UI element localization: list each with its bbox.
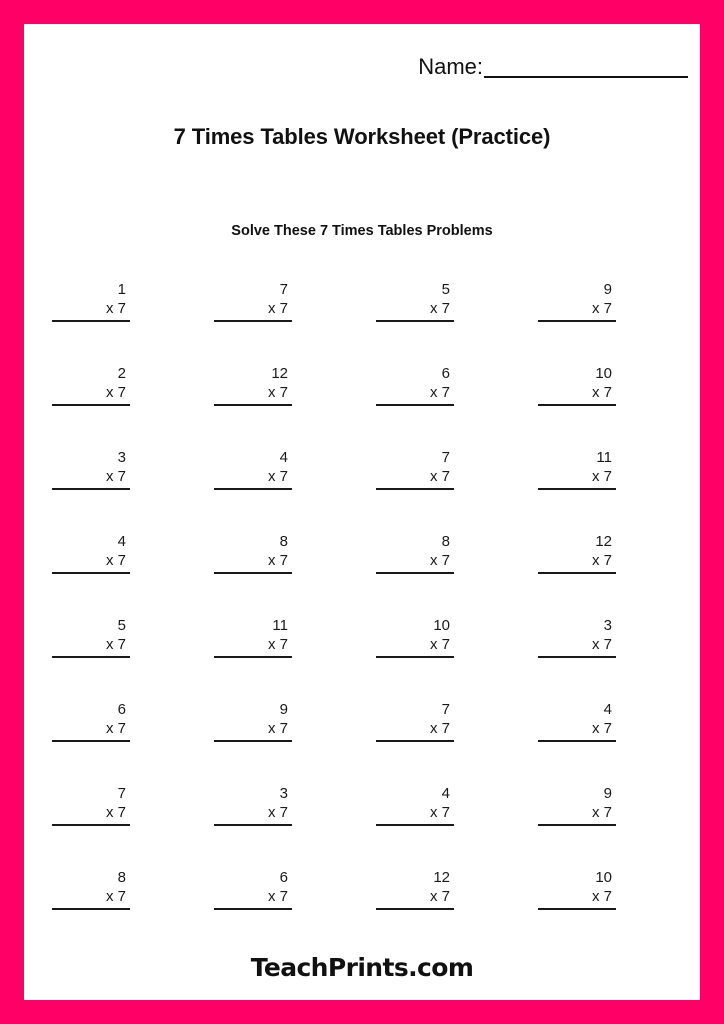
problem-multiplicand: 6 (117, 701, 126, 718)
problem-multiplicand: 8 (441, 533, 450, 550)
problem-cell[interactable] (362, 282, 524, 366)
problem-multiplicand: 4 (117, 533, 126, 550)
problem-multiplier: x 7 (214, 805, 292, 826)
problem-multiplier: x 7 (538, 469, 616, 490)
problem-multiplier: x 7 (214, 721, 292, 742)
problem-multiplicand: 11 (272, 617, 288, 634)
problem-stack (538, 786, 616, 826)
problem-multiplicand: 8 (117, 869, 126, 886)
problem-multiplier: x 7 (52, 385, 130, 406)
problem-row (38, 618, 686, 702)
problem-cell[interactable] (200, 282, 362, 366)
problem-cell[interactable] (200, 618, 362, 702)
problem-cell[interactable] (524, 702, 686, 786)
problem-multiplicand: 4 (603, 701, 612, 718)
problem-cell[interactable] (524, 450, 686, 534)
name-field[interactable] (418, 56, 688, 78)
problem-multiplicand: 11 (596, 449, 612, 466)
problem-stack (52, 618, 130, 658)
problem-stack (214, 534, 292, 574)
problem-multiplier: x 7 (214, 889, 292, 910)
problem-stack (538, 702, 616, 742)
problem-multiplier: x 7 (376, 553, 454, 574)
problem-cell[interactable] (362, 870, 524, 954)
problem-multiplicand: 1 (117, 281, 126, 298)
problem-cell[interactable] (200, 366, 362, 450)
problem-stack (52, 870, 130, 910)
problem-multiplicand: 6 (279, 869, 288, 886)
problem-cell[interactable] (38, 534, 200, 618)
problem-multiplier: x 7 (214, 385, 292, 406)
problem-multiplicand: 5 (117, 617, 126, 634)
problem-cell[interactable] (362, 618, 524, 702)
problem-cell[interactable] (362, 534, 524, 618)
problem-cell[interactable] (38, 702, 200, 786)
problem-multiplicand: 12 (433, 869, 450, 886)
worksheet-sheet (20, 20, 704, 1004)
problem-multiplier: x 7 (538, 637, 616, 658)
problem-multiplier: x 7 (52, 889, 130, 910)
problem-multiplier: x 7 (538, 889, 616, 910)
problem-multiplier: x 7 (538, 385, 616, 406)
problem-cell[interactable] (38, 450, 200, 534)
problem-multiplier: x 7 (376, 805, 454, 826)
problem-multiplier: x 7 (376, 721, 454, 742)
problem-multiplier: x 7 (52, 301, 130, 322)
problem-multiplicand: 12 (595, 533, 612, 550)
problem-stack (52, 702, 130, 742)
problem-stack (214, 450, 292, 490)
problem-multiplicand: 3 (117, 449, 126, 466)
page-title: 7 Times Tables Worksheet (Practice) (173, 124, 551, 149)
problem-row (38, 870, 686, 954)
problem-stack (52, 534, 130, 574)
problem-multiplier: x 7 (214, 553, 292, 574)
footer-brand: TeachPrints.com (250, 953, 474, 982)
problem-multiplier: x 7 (52, 721, 130, 742)
problem-cell[interactable] (524, 366, 686, 450)
problem-multiplicand: 9 (603, 281, 612, 298)
problem-row (38, 786, 686, 870)
problem-stack (538, 534, 616, 574)
problem-stack (538, 366, 616, 406)
problem-stack (214, 618, 292, 658)
problem-multiplicand: 4 (279, 449, 288, 466)
problem-cell[interactable] (38, 786, 200, 870)
problem-cell[interactable] (38, 282, 200, 366)
problem-multiplicand: 3 (603, 617, 612, 634)
problem-stack (52, 786, 130, 826)
problem-multiplier: x 7 (376, 889, 454, 910)
problem-stack (538, 282, 616, 322)
problem-multiplier: x 7 (376, 301, 454, 322)
problem-cell[interactable] (200, 870, 362, 954)
problem-multiplicand: 7 (117, 785, 126, 802)
problem-multiplier: x 7 (52, 637, 130, 658)
problem-stack (538, 870, 616, 910)
problem-stack (376, 534, 454, 574)
name-field-blank[interactable] (484, 59, 688, 78)
problem-multiplier: x 7 (52, 469, 130, 490)
problem-row (38, 534, 686, 618)
problem-multiplier: x 7 (52, 553, 130, 574)
problem-multiplier: x 7 (376, 469, 454, 490)
problem-cell[interactable] (524, 618, 686, 702)
problem-cell[interactable] (524, 282, 686, 366)
problem-stack (376, 282, 454, 322)
problem-cell[interactable] (362, 366, 524, 450)
problem-cell[interactable] (362, 786, 524, 870)
problem-stack (52, 282, 130, 322)
problem-multiplicand: 3 (279, 785, 288, 802)
problem-stack (214, 366, 292, 406)
problem-multiplier: x 7 (538, 301, 616, 322)
problem-multiplier: x 7 (538, 553, 616, 574)
problem-multiplicand: 9 (279, 701, 288, 718)
problem-multiplier: x 7 (214, 637, 292, 658)
problem-stack (52, 366, 130, 406)
problem-multiplier: x 7 (376, 385, 454, 406)
problem-cell[interactable] (38, 870, 200, 954)
problem-grid (38, 282, 686, 954)
instructions-heading: Solve These 7 Times Tables Problems (231, 223, 493, 239)
problem-row (38, 450, 686, 534)
problem-stack (376, 702, 454, 742)
problem-multiplier: x 7 (376, 637, 454, 658)
problem-cell[interactable] (200, 534, 362, 618)
problem-multiplicand: 6 (441, 365, 450, 382)
problem-stack (214, 786, 292, 826)
problem-cell[interactable] (38, 366, 200, 450)
problem-multiplicand: 7 (441, 701, 450, 718)
problem-multiplicand: 8 (279, 533, 288, 550)
problem-multiplier: x 7 (52, 805, 130, 826)
problem-multiplicand: 10 (433, 617, 450, 634)
problem-stack (376, 618, 454, 658)
problem-stack (376, 786, 454, 826)
problem-cell[interactable] (524, 534, 686, 618)
problem-multiplicand: 12 (271, 365, 288, 382)
problem-stack (376, 366, 454, 406)
problem-stack (214, 702, 292, 742)
problem-cell[interactable] (200, 450, 362, 534)
problem-cell[interactable] (362, 450, 524, 534)
problem-multiplicand: 7 (441, 449, 450, 466)
problem-cell[interactable] (38, 618, 200, 702)
problem-row (38, 282, 686, 366)
name-field-label: Name: (418, 54, 483, 79)
problem-stack (376, 450, 454, 490)
problem-cell[interactable] (524, 786, 686, 870)
problem-multiplier: x 7 (538, 805, 616, 826)
problem-row (38, 366, 686, 450)
problem-stack (538, 450, 616, 490)
problem-multiplicand: 7 (279, 281, 288, 298)
problem-stack (52, 450, 130, 490)
problem-stack (214, 282, 292, 322)
problem-cell[interactable] (200, 702, 362, 786)
problem-multiplier: x 7 (538, 721, 616, 742)
problem-cell[interactable] (362, 702, 524, 786)
problem-multiplier: x 7 (214, 301, 292, 322)
problem-row (38, 702, 686, 786)
problem-cell[interactable] (524, 870, 686, 954)
problem-multiplicand: 4 (441, 785, 450, 802)
problem-multiplicand: 2 (117, 365, 126, 382)
problem-multiplicand: 10 (595, 869, 612, 886)
problem-multiplicand: 9 (603, 785, 612, 802)
problem-cell[interactable] (200, 786, 362, 870)
problem-stack (376, 870, 454, 910)
problem-multiplicand: 10 (595, 365, 612, 382)
problem-stack (214, 870, 292, 910)
problem-stack (538, 618, 616, 658)
problem-multiplier: x 7 (214, 469, 292, 490)
problem-multiplicand: 5 (441, 281, 450, 298)
